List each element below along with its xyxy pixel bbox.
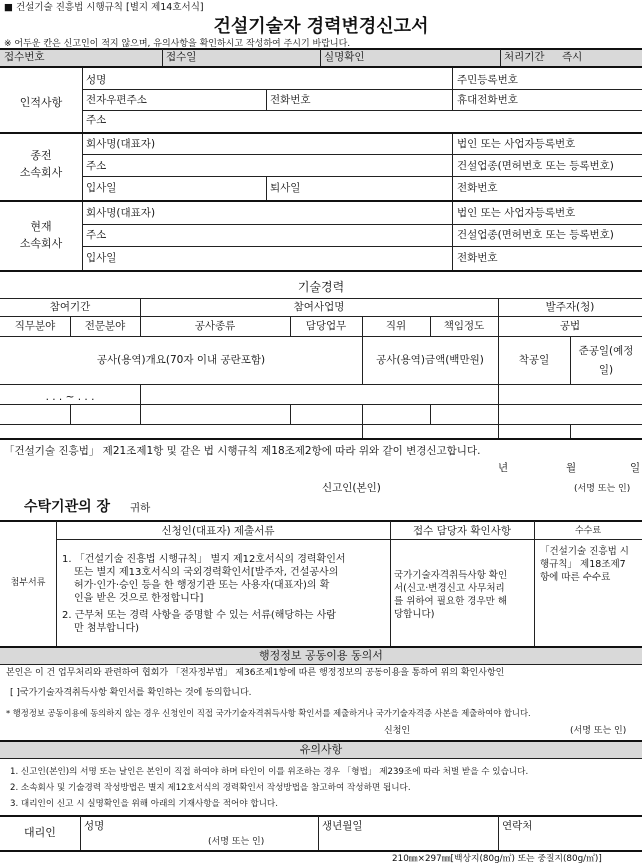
- declaration-applicant: 신고인(본인): [322, 482, 381, 494]
- attachment-item1-line2: 또는 별지 제13호서식의 국외경력확인서[발주자, 건설공사의: [74, 567, 339, 578]
- consent-note: * 행정정보 공동이용에 동의하지 않는 경우 신청인이 직접 국가기술자격취득사항 확인서를 제출하거나 국가기술자격증 사본을 제출하여야 합니다.: [6, 708, 531, 718]
- attachment-item1-line3: 허가·인가·승인 등을 한 행정기관 또는 사용자(대표자)의 확: [74, 580, 330, 591]
- prev-phone-label[interactable]: 전화번호: [457, 182, 498, 194]
- staff-check-header: 접수 담당자 확인사항: [413, 525, 511, 537]
- prev-address-label[interactable]: 주소: [86, 160, 107, 172]
- personal-rrn-label[interactable]: 주민등록번호: [457, 74, 518, 86]
- note-item-2: 2. 소속회사 및 기술경력 작성방법은 별지 제12호서식의 경력확인서 작성방법을 참고하여 작성하면 됩니다.: [10, 783, 411, 793]
- curr-address-label[interactable]: 주소: [86, 229, 107, 241]
- consent-check-line[interactable]: [ ]국가기술자격취득사항 확인서를 확인하는 것에 동의합니다.: [10, 688, 252, 698]
- staff-check-line3: 를 위하여 필요한 경우만 해: [394, 596, 508, 607]
- career-position-header: 직위: [385, 320, 407, 332]
- consent-title: 행정정보 공동이용 동의서: [259, 649, 383, 662]
- career-responsibility-header: 책임정도: [443, 320, 485, 332]
- form-instruction: ※ 어두운 칸은 신고인이 적지 않으며, 유의사항을 확인하시고 작성하여 주시기 바랍니다.: [4, 39, 351, 49]
- agent-name-label[interactable]: 성명: [84, 820, 105, 832]
- receipt-no-label: 접수번호: [4, 51, 45, 63]
- consent-sign: (서명 또는 인): [570, 726, 627, 736]
- career-client-header: 발주자(청): [545, 301, 595, 313]
- note-item-1: 1. 신고인(본인)의 서명 또는 날인은 본인이 직접 하여야 하며 타인이 이를 위조하는 경우 「형법」 제239조에 따라 처벌 받을 수 있습니다.: [10, 767, 529, 777]
- declaration-statement: 「건설기술 진흥법」 제21조제1항 및 같은 법 시행규칙 제18조제2항에 따라 위와 같이 변경신고합니다.: [4, 445, 481, 457]
- personal-section-label: 인적사항: [19, 96, 63, 109]
- fee-header: 수수료: [574, 526, 602, 536]
- career-title: 기술경력: [297, 280, 345, 294]
- career-completion-header-1: 준공일(예정: [578, 345, 634, 357]
- receipt-date-label: 접수일: [166, 51, 197, 63]
- curr-business-label[interactable]: 건설업종(면허번호 또는 등록번호): [457, 229, 614, 241]
- attachments-row-label: 첨부서류: [10, 578, 46, 588]
- declaration-year: 년: [498, 462, 509, 474]
- prev-reg-no-label[interactable]: 법인 또는 사업자등록번호: [457, 138, 576, 150]
- paper-spec-footer: 210㎜×297㎜[백상지(80g/㎡) 또는 중질지(80g/㎡)]: [392, 854, 602, 864]
- page-title: 건설기술자 경력변경신고서: [213, 16, 429, 37]
- curr-join-date-label[interactable]: 입사일: [86, 252, 117, 264]
- personal-phone-label[interactable]: 전화번호: [270, 94, 311, 106]
- recipient-label: 수탁기관의 장: [24, 499, 111, 515]
- prev-company-label-2: 소속회사: [19, 166, 63, 179]
- career-specialty-header: 전문분야: [84, 320, 126, 332]
- form-header-note: ■ 건설기술 진흥법 시행규칙 [별지 제14호서식]: [4, 2, 204, 13]
- agent-contact-label[interactable]: 연락처: [502, 820, 533, 832]
- career-completion-header-2: 일): [598, 364, 614, 376]
- period-value: 즉시: [562, 51, 583, 63]
- prev-join-date-label[interactable]: 입사일: [86, 182, 117, 194]
- consent-applicant: 신청인: [384, 726, 411, 736]
- personal-name-label[interactable]: 성명: [86, 74, 107, 86]
- career-method-header: 공법: [559, 320, 581, 332]
- declaration-day: 일: [630, 462, 641, 474]
- attachment-item2-line2: 만 첨부합니다): [74, 623, 140, 634]
- consent-text: 본인은 이 건 업무처리와 관련하여 협회가 「전자정부법」 제36조제1항에 따른 행정정보의 공동이용을 통하여 위의 확인사항인: [6, 668, 505, 678]
- prev-company-name-label[interactable]: 회사명(대표자): [86, 138, 156, 150]
- curr-reg-no-label[interactable]: 법인 또는 사업자등록번호: [457, 207, 576, 219]
- staff-check-line1: 국가기술자격취득사항 확인: [394, 570, 508, 581]
- declaration-sign: (서명 또는 인): [574, 484, 631, 494]
- prev-business-label[interactable]: 건설업종(면허번호 또는 등록번호): [457, 160, 614, 172]
- period-label: 처리기간: [504, 51, 545, 63]
- career-project-header: 참여사업명: [293, 301, 345, 313]
- prev-leave-date-label[interactable]: 퇴사일: [270, 182, 301, 194]
- id-check-label: 실명확인: [324, 51, 365, 63]
- fee-line3: 항에 따른 수수료: [540, 572, 611, 583]
- personal-address-label[interactable]: 주소: [86, 114, 107, 126]
- receipt-band: [0, 49, 642, 66]
- attachment-item1-line4: 인을 받은 것으로 한정합니다]: [74, 593, 204, 604]
- career-overview-header: 공사(용역)개요(70자 이내 공란포함): [96, 354, 266, 366]
- career-amount-header: 공사(용역)금액(백만원): [376, 354, 484, 366]
- career-period-header: 참여기간: [49, 301, 91, 313]
- agent-sign: (서명 또는 인): [208, 837, 265, 847]
- personal-email-label[interactable]: 전자우편주소: [86, 94, 147, 106]
- curr-company-name-label[interactable]: 회사명(대표자): [86, 207, 156, 219]
- attachment-item2-line1: 2. 근무처 또는 경력 사항을 증명할 수 있는 서류(해당하는 사람: [62, 610, 336, 621]
- attachment-item1-line1: 1. 「건설기술 진흥법 시행규칙」 별지 제12호서식의 경력확인서: [62, 554, 346, 565]
- staff-check-line4: 당합니다): [394, 609, 435, 620]
- career-date-placeholder[interactable]: . . . ~ . . .: [45, 391, 95, 403]
- agent-birth-label[interactable]: 생년월일: [322, 820, 363, 832]
- career-work-header: 담당업무: [305, 320, 347, 332]
- fee-line2: 행규칙」 제18조제7: [540, 559, 626, 570]
- career-start-header: 착공일: [518, 354, 550, 366]
- staff-check-line2: 서(신고·변경신고 사무처리: [394, 583, 505, 594]
- career-type-header: 공사종류: [194, 320, 236, 332]
- recipient-suffix: 귀하: [130, 502, 151, 514]
- curr-phone-label[interactable]: 전화번호: [457, 252, 498, 264]
- curr-company-label-1: 현재: [30, 220, 52, 233]
- applicant-docs-header: 신청인(대표자) 제출서류: [161, 525, 275, 537]
- curr-company-label-2: 소속회사: [19, 237, 63, 250]
- fee-line1: 「건설기술 진흥법 시: [540, 546, 629, 557]
- notes-title: 유의사항: [299, 743, 343, 756]
- personal-mobile-label[interactable]: 휴대전화번호: [457, 94, 518, 106]
- prev-company-label-1: 종전: [30, 149, 52, 162]
- note-item-3: 3. 대리인이 신고 시 실명확인을 위해 아래의 기재사항을 적어야 합니다.: [10, 799, 278, 809]
- agent-label: 대리인: [24, 826, 56, 839]
- declaration-month: 월: [566, 462, 577, 474]
- career-duty-header: 직무분야: [14, 320, 56, 332]
